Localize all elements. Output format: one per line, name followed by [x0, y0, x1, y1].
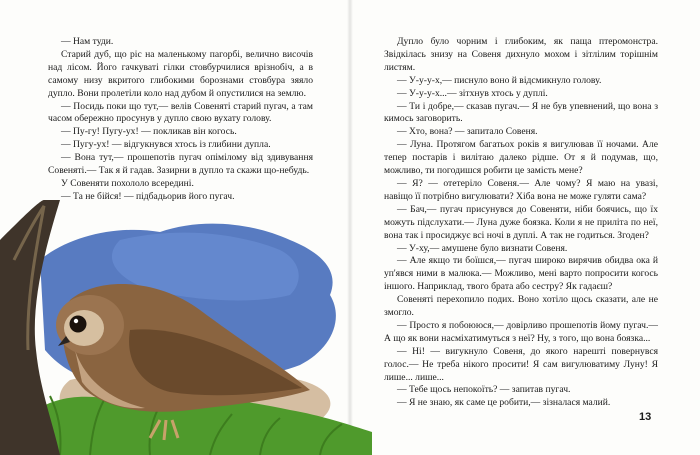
left-paragraph-8: — Та не бійся! — підбадьорив його пугач.	[61, 190, 235, 202]
right-paragraph-14: — Тебе щось непокоїть? — запитав пугач.	[397, 384, 571, 396]
right-paragraph-15: — Я не знаю, як саме це робити,— зізналася малий.	[397, 397, 611, 409]
left-paragraph-4: — Пу-гу! Пугу-ух! — покликав він когось.	[61, 126, 237, 138]
right-paragraph-12: — Просто я побоююся,— довірливо прошепотів йому пугач.— А що як вони насміхатимуться з неї? Ну, з того, що вона боязка...	[384, 319, 658, 344]
right-paragraph-10: — Але якщо ти боїшся,— пугач широко вирячив обидва ока й уп'явся ними в малюка.— Можливо, мені варто попросити когось іншого. Наприклад, твого брата або сестру? Як гадаєш?	[384, 255, 658, 293]
page-number: 13	[639, 411, 652, 423]
left-page-text	[48, 36, 313, 204]
right-paragraph-1: Дупло було чорним і глибоким, як паща птеромонстра. Звідкілась знизу на Совеня дихнуло мохом і зітлілим торішнім листям.	[384, 36, 658, 73]
left-paragraph-3: — Посидь поки що тут,— велів Совеняті старий пугач, а там часом обережно просунув у дупло свою вухату голову.	[48, 100, 313, 125]
right-paragraph-8: — Бач,— пугач присунувся до Совеняти, ніби боячись, що їх можуть підслухати.— Луна дуже боязка. Коли я не приліта по неї, вона так і просиджує всі ночі в дуплі. А так не годиться. Згоден?	[384, 203, 658, 241]
left-paragraph-1: — Нам туди.	[61, 36, 114, 47]
right-paragraph-9: — У-ху,— амушене було визнати Совеня.	[397, 242, 568, 254]
right-paragraph-4: — Ти і добре,— сказав пугач.— Я не був упевнений, що вона з кимось заговорить.	[384, 100, 658, 125]
right-paragraph-2: — У-у-у-х,— писнуло воно й відсмикнуло голову.	[397, 74, 602, 86]
owl-eye-shine	[74, 319, 78, 323]
right-paragraph-7: — Я? — отетеріло Совеня.— Але чому? Я маю на увазі, навіщо її потрібно вигулювати? Хіба вона не може гуляти сама?	[384, 177, 658, 202]
right-paragraph-5: — Хто, вона? — запитало Совеня.	[397, 126, 538, 138]
left-paragraph-5: — Пугу-ух! — відгукнувся хтось із глибини дупла.	[61, 139, 271, 151]
right-paragraph-6: — Луна. Протягом багатьох років я вигулював її ночами. Але тепер постарів і вилітаю далеко рідше. От я й подумав, що, можливо, ти погодишся робити це замість мене?	[384, 139, 658, 177]
right-paragraph-13: — Ні! — вигукнуло Совеня, до якого нарешті повернувся голос.— Не треба нікого просити! Я сам вигулюватиму Луну! Я лише... лише...	[384, 345, 658, 383]
right-paragraph-3: — У-у-у-х...— зітхнув хтось у дуплі.	[397, 87, 548, 99]
owl-eye	[70, 316, 87, 333]
right-paragraph-11: Совеняті перехопило подих. Воно хотіло щось сказати, але не змогло.	[384, 294, 658, 319]
right-page-text	[384, 36, 658, 410]
owl-illustration	[0, 200, 372, 455]
left-paragraph-2: Старий дуб, що ріс на маленькому пагорбі, велично височів над лісом. Його гачкуваті гілки стовбурчилися врізнобіч, а в самому низу вкритого глибокими борознами стовбура зяяло дупло. Вони пролетіли коло над дубом й опустилися на землю.	[48, 48, 313, 99]
left-paragraph-6: — Вона тут,— прошепотів пугач опімілому від здивування Совеняті.— Так я й гадав. Зазирни в дупло та скажи що-небудь.	[48, 152, 313, 177]
left-paragraph-7: У Совеняти похололо всередині.	[61, 177, 194, 189]
